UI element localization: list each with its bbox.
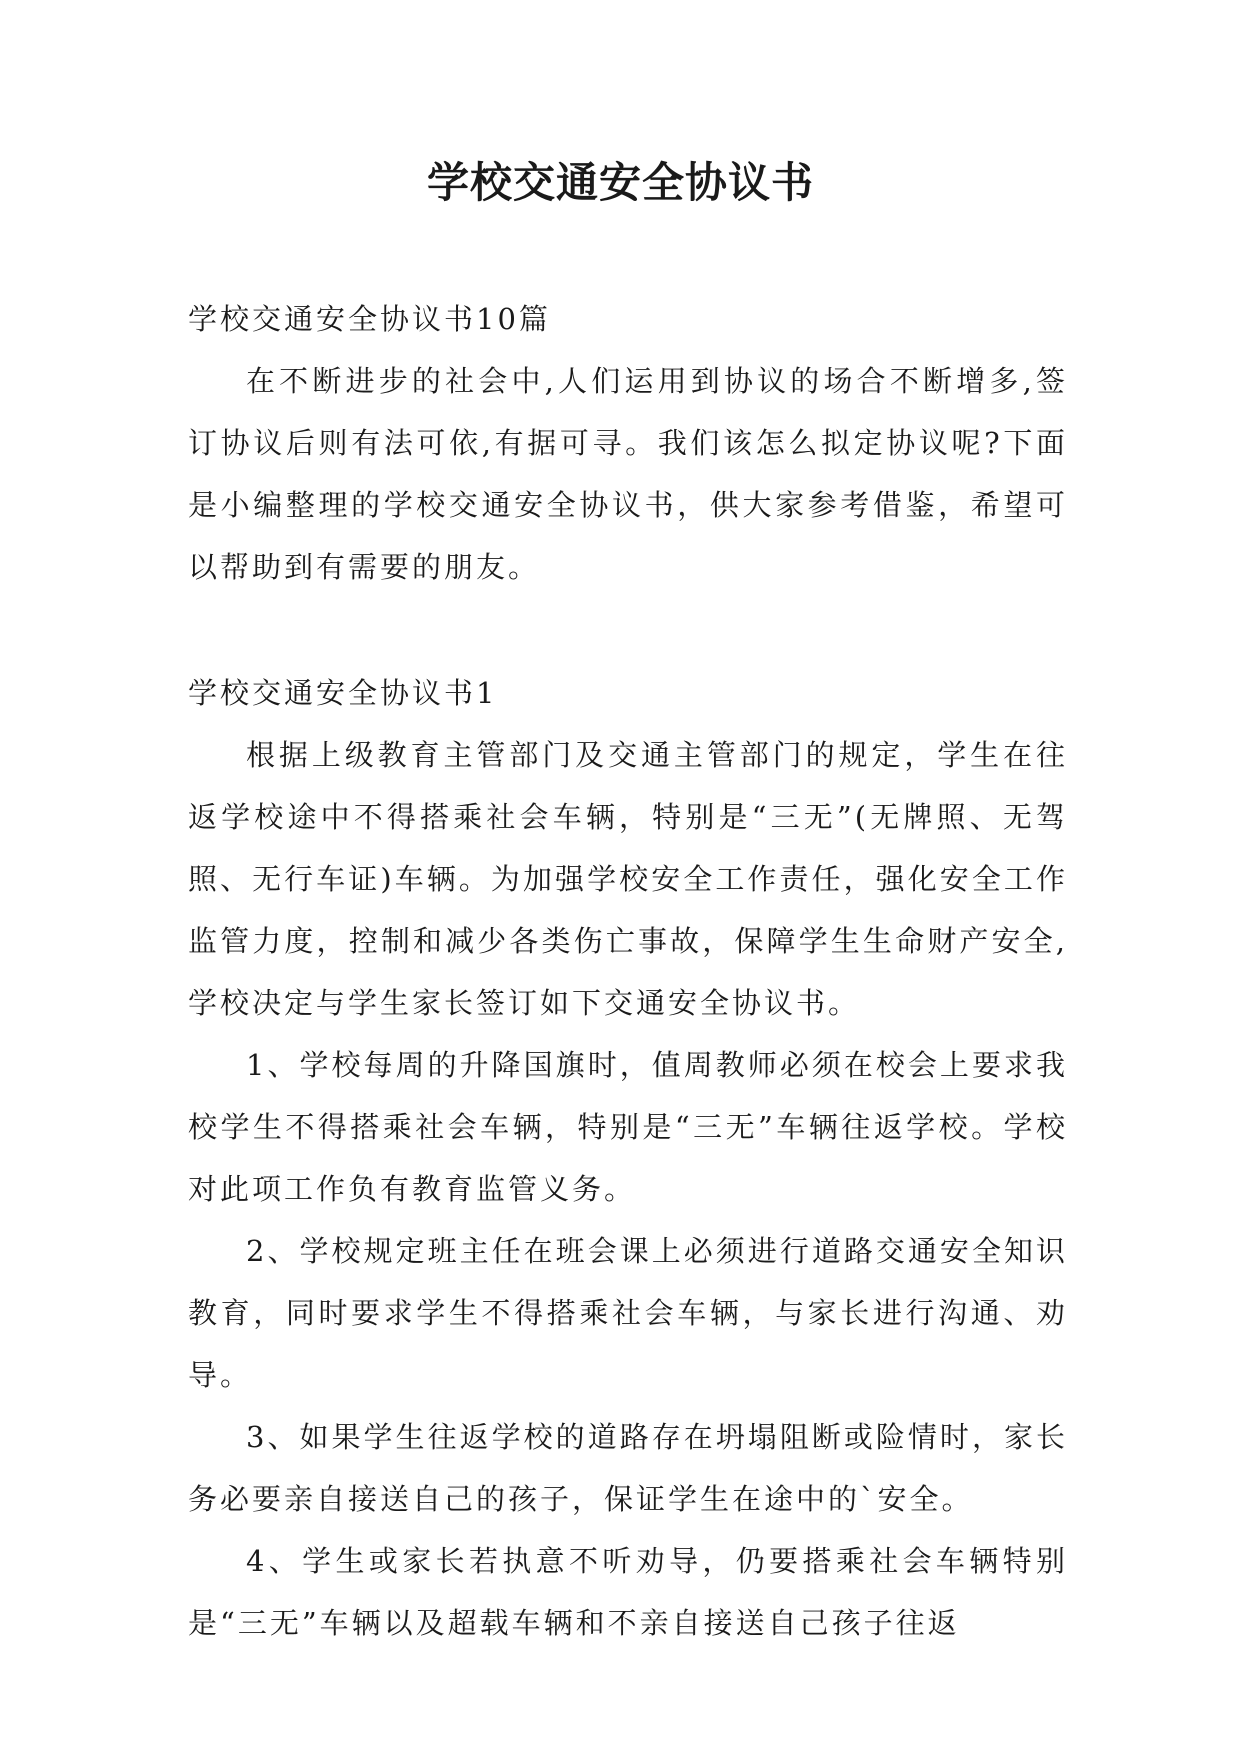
clause-2-paragraph: 2、学校规定班主任在班会课上必须进行道路交通安全知识教育，同时要求学生不得搭乘社会车辆，与家长进行沟通、劝导。 xyxy=(188,1234,1068,1392)
document-body xyxy=(188,288,1068,1654)
section-spacer xyxy=(188,598,1068,662)
section-1-heading: 学校交通安全协议书1 xyxy=(188,676,498,710)
clause-3-paragraph: 3、如果学生往返学校的道路存在坍塌阻断或险情时，家长务必要亲自接送自己的孩子，保证学生在途中的`安全。 xyxy=(188,1420,1068,1516)
clause-1-paragraph: 1、学校每周的升降国旗时，值周教师必须在校会上要求我校学生不得搭乘社会车辆，特别是“三无”车辆往返学校。学校对此项工作负有教育监管义务。 xyxy=(188,1048,1068,1206)
clause-4-paragraph: 4、学生或家长若执意不听劝导，仍要搭乘社会车辆特别是“三无”车辆以及超载车辆和不亲自接送自己孩子往返 xyxy=(188,1544,1068,1640)
collection-heading: 学校交通安全协议书10篇 xyxy=(188,302,551,336)
intro-paragraph: 在不断进步的社会中,人们运用到协议的场合不断增多,签订协议后则有法可依,有据可寻。我们该怎么拟定协议呢?下面是小编整理的学校交通安全协议书，供大家参考借鉴，希望可以帮助到有需要的朋友。 xyxy=(188,364,1068,584)
section-1-paragraph: 根据上级教育主管部门及交通主管部门的规定，学生在往返学校途中不得搭乘社会车辆，特别是“三无”(无牌照、无驾照、无行车证)车辆。为加强学校安全工作责任，强化安全工作监管力度，控制和减少各类伤亡事故，保障学生生命财产安全,学校决定与学生家长签订如下交通安全协议书。 xyxy=(188,738,1068,1020)
document-title: 学校交通安全协议书 xyxy=(426,158,814,207)
